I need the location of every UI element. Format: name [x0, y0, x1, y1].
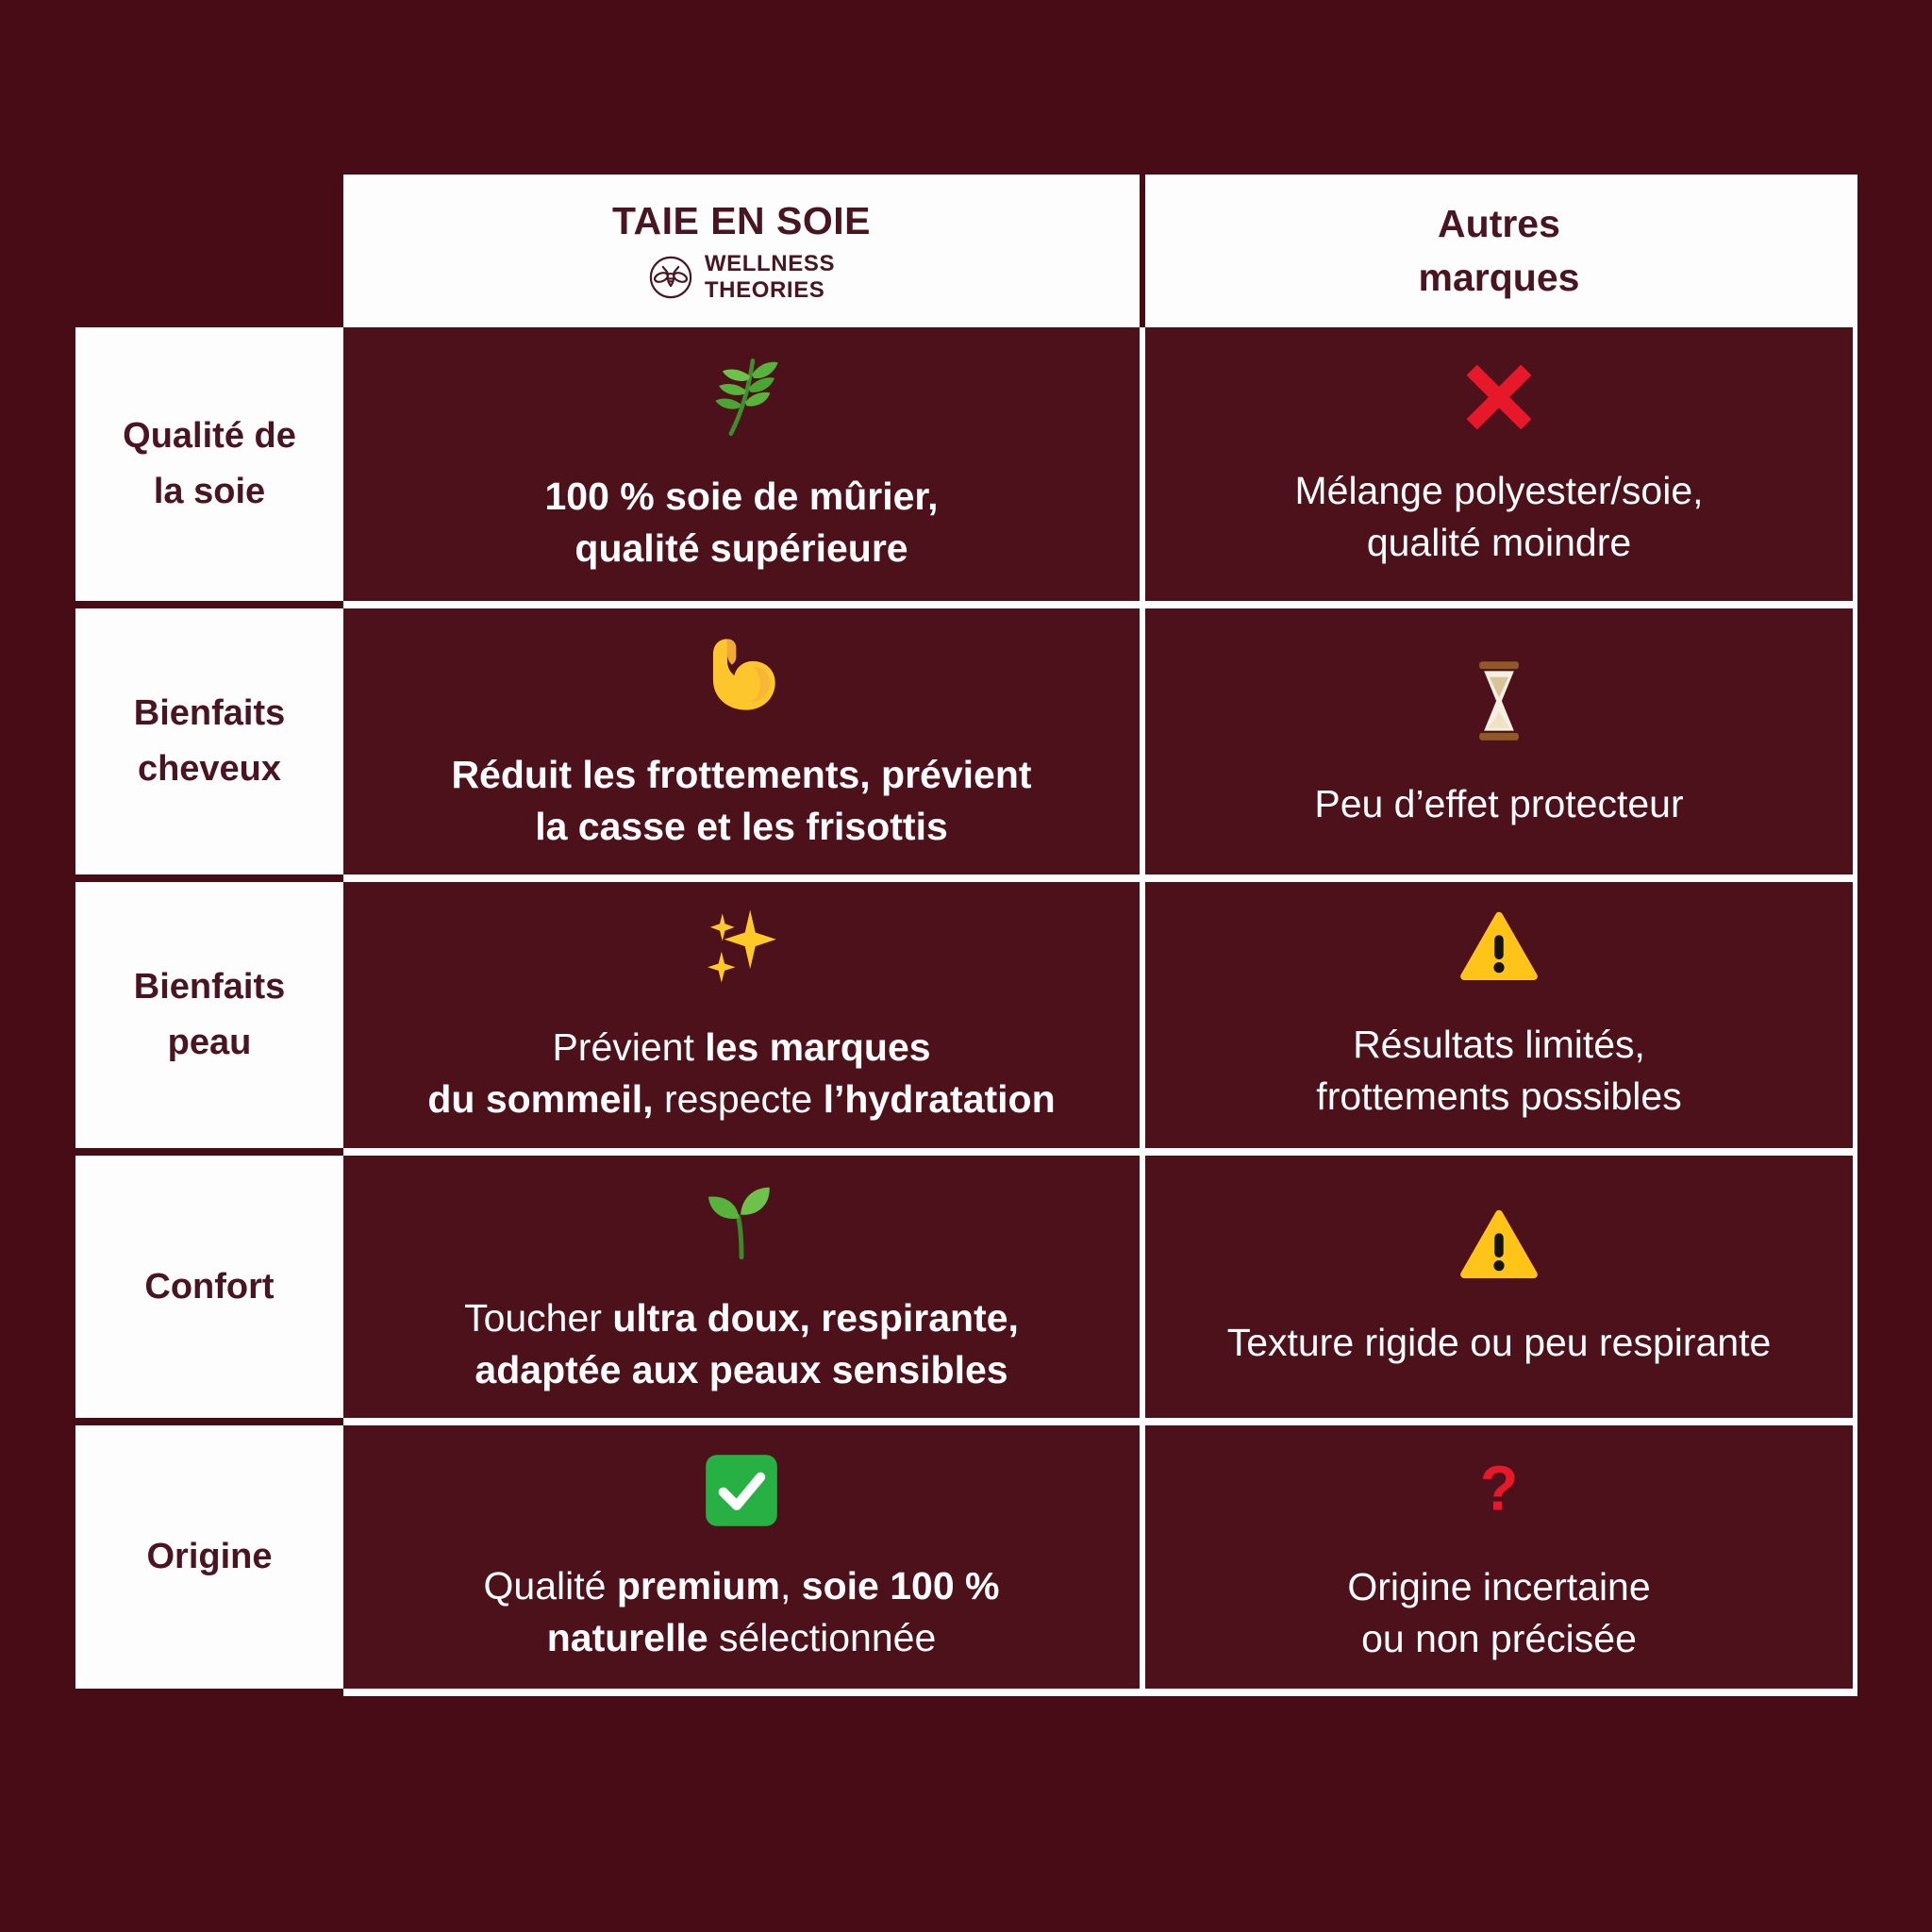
- cell-text: Toucher ultra doux, respirante, adaptée aux peaux sensibles: [464, 1296, 1019, 1391]
- cross-mark-icon: [1461, 359, 1537, 435]
- cell-text: Peu d’effet protecteur: [1314, 781, 1684, 825]
- cell-comfort-brand: [343, 1156, 1140, 1418]
- seedling-icon: [699, 1177, 784, 1262]
- brand-logo-name: [705, 251, 835, 303]
- table-right-border: [1853, 175, 1857, 1696]
- sparkles-icon: [698, 905, 785, 991]
- brand-logo: [648, 251, 835, 303]
- cell-text: Texture rigide ou peu respirante: [1226, 1320, 1772, 1364]
- brand-logo-line1: WELLNESS: [704, 250, 836, 276]
- row-label-comfort: Confort: [75, 1156, 343, 1418]
- herb-icon: [698, 354, 785, 441]
- cell-text: Origine incertaine ou non précisée: [1347, 1564, 1651, 1660]
- row-divider: [343, 1148, 1857, 1156]
- row-divider: [343, 874, 1857, 882]
- row-label-skin-benefits: Bienfaits peau: [75, 882, 343, 1148]
- brand-logo-line2: THEORIES: [704, 276, 825, 303]
- other-brands-title: Autres marques: [1418, 201, 1580, 299]
- hourglass-icon: [1465, 654, 1533, 748]
- bee-icon: [648, 255, 693, 300]
- row-label-hair-benefits: Bienfaits cheveux: [75, 608, 343, 874]
- cell-comfort-others: [1145, 1156, 1853, 1418]
- cell-text: Prévient les marques du sommeil, respecte l’hydratation: [427, 1025, 1056, 1121]
- header-other-brands-cell: [1145, 175, 1853, 327]
- cell-silk-quality-brand: [343, 327, 1140, 601]
- svg-text:?: ?: [1479, 1453, 1519, 1524]
- cell-hair-benefits-others: [1145, 608, 1853, 874]
- cell-origin-brand: [343, 1425, 1140, 1689]
- cell-text: Mélange polyester/soie, qualité moindre: [1294, 469, 1704, 564]
- cell-text: Réduit les frottements, prévient la casse et les frisottis: [451, 753, 1032, 848]
- cell-hair-benefits-brand: [343, 608, 1140, 874]
- cell-silk-quality-others: [1145, 327, 1853, 601]
- header-brand-cell: [343, 175, 1140, 327]
- warning-icon: [1456, 1206, 1542, 1287]
- warning-icon: [1456, 908, 1542, 989]
- muscle-icon: [697, 630, 786, 719]
- cell-text: Résultats limités, frottements possibles: [1316, 1023, 1682, 1118]
- table-bottom-border: [343, 1689, 1857, 1696]
- cell-text: Qualité premium, soie 100 % naturelle sélectionnée: [483, 1563, 1000, 1659]
- brand-column-title: TAIE EN SOIE: [611, 198, 872, 242]
- row-divider: [343, 1418, 1857, 1425]
- row-divider: [343, 601, 1857, 608]
- check-mark-icon: [702, 1451, 781, 1530]
- cell-skin-benefits-brand: [343, 882, 1140, 1148]
- cell-origin-others: [1145, 1425, 1853, 1689]
- column-divider: [1140, 327, 1145, 1696]
- row-label-origin: Origine: [75, 1425, 343, 1689]
- row-label-silk-quality: Qualité de la soie: [75, 327, 343, 601]
- cell-text: 100 % soie de mûrier, qualité supérieure: [544, 475, 939, 570]
- question-mark-icon: [1466, 1450, 1532, 1531]
- cell-skin-benefits-others: [1145, 882, 1853, 1148]
